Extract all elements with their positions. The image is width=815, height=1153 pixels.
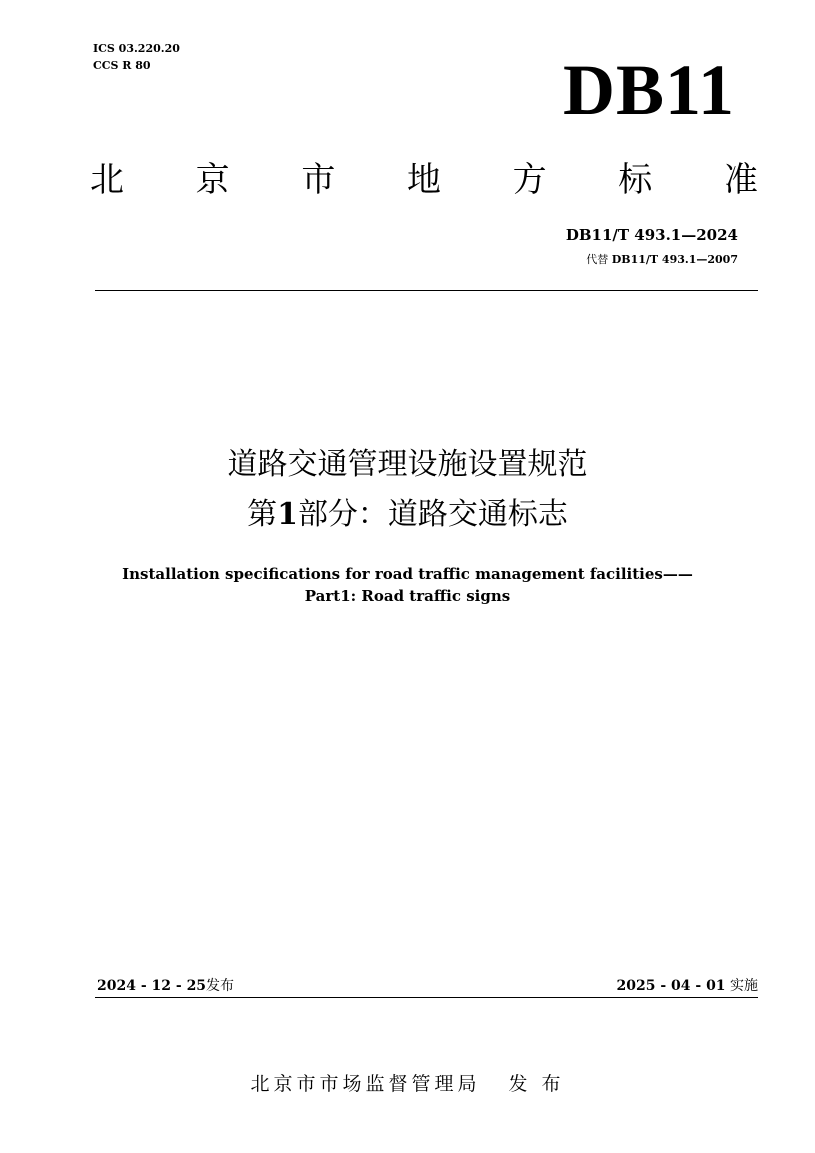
header-divider xyxy=(95,290,758,291)
implement-date-value: 2025 - 04 - 01 xyxy=(616,978,726,994)
title-cn-line1: 道路交通管理设施设置规范 xyxy=(227,447,588,482)
title-cn-line2 xyxy=(0,492,815,538)
standard-type-char: 方 xyxy=(512,160,547,200)
publish-label: 发布 xyxy=(206,978,235,994)
issuer xyxy=(0,1069,815,1096)
standard-type-char: 准 xyxy=(723,160,758,200)
title-en-line2: Part1: Road traffic signs xyxy=(304,587,511,605)
ics-code: ICS 03.220.20 xyxy=(93,42,180,55)
standard-type-char: 市 xyxy=(301,160,336,200)
replaces-label: 代替 xyxy=(586,253,609,266)
issuer-action: 发 布 xyxy=(508,1073,565,1095)
standard-type-char: 标 xyxy=(618,160,653,200)
footer-divider xyxy=(95,997,758,998)
title-part-prefix: 第 xyxy=(247,497,278,532)
db11-logo: DB11 xyxy=(562,50,735,130)
title-part-suffix: 部分：道路交通标志 xyxy=(297,497,568,532)
classification-codes xyxy=(93,40,180,74)
ccs-code: CCS R 80 xyxy=(93,59,151,72)
issuer-name: 北京市市场监督管理局 xyxy=(250,1073,481,1095)
standard-type-heading xyxy=(90,160,758,200)
title-en-line1: Installation specifications for road traffic management facilities—— xyxy=(122,565,693,583)
replaces-note xyxy=(586,251,738,267)
replaced-standard-number: DB11/T 493.1—2007 xyxy=(611,253,738,266)
standard-type-char: 地 xyxy=(406,160,441,200)
publish-date xyxy=(97,975,234,995)
publish-date-value: 2024 - 12 - 25 xyxy=(97,978,207,994)
title-part-number: 1 xyxy=(277,497,298,532)
standard-type-char: 京 xyxy=(195,160,230,200)
standard-number: DB11/T 493.1—2024 xyxy=(565,226,738,244)
implement-date xyxy=(617,975,759,995)
standard-type-char: 北 xyxy=(90,160,124,200)
implement-label: 实施 xyxy=(730,978,758,994)
